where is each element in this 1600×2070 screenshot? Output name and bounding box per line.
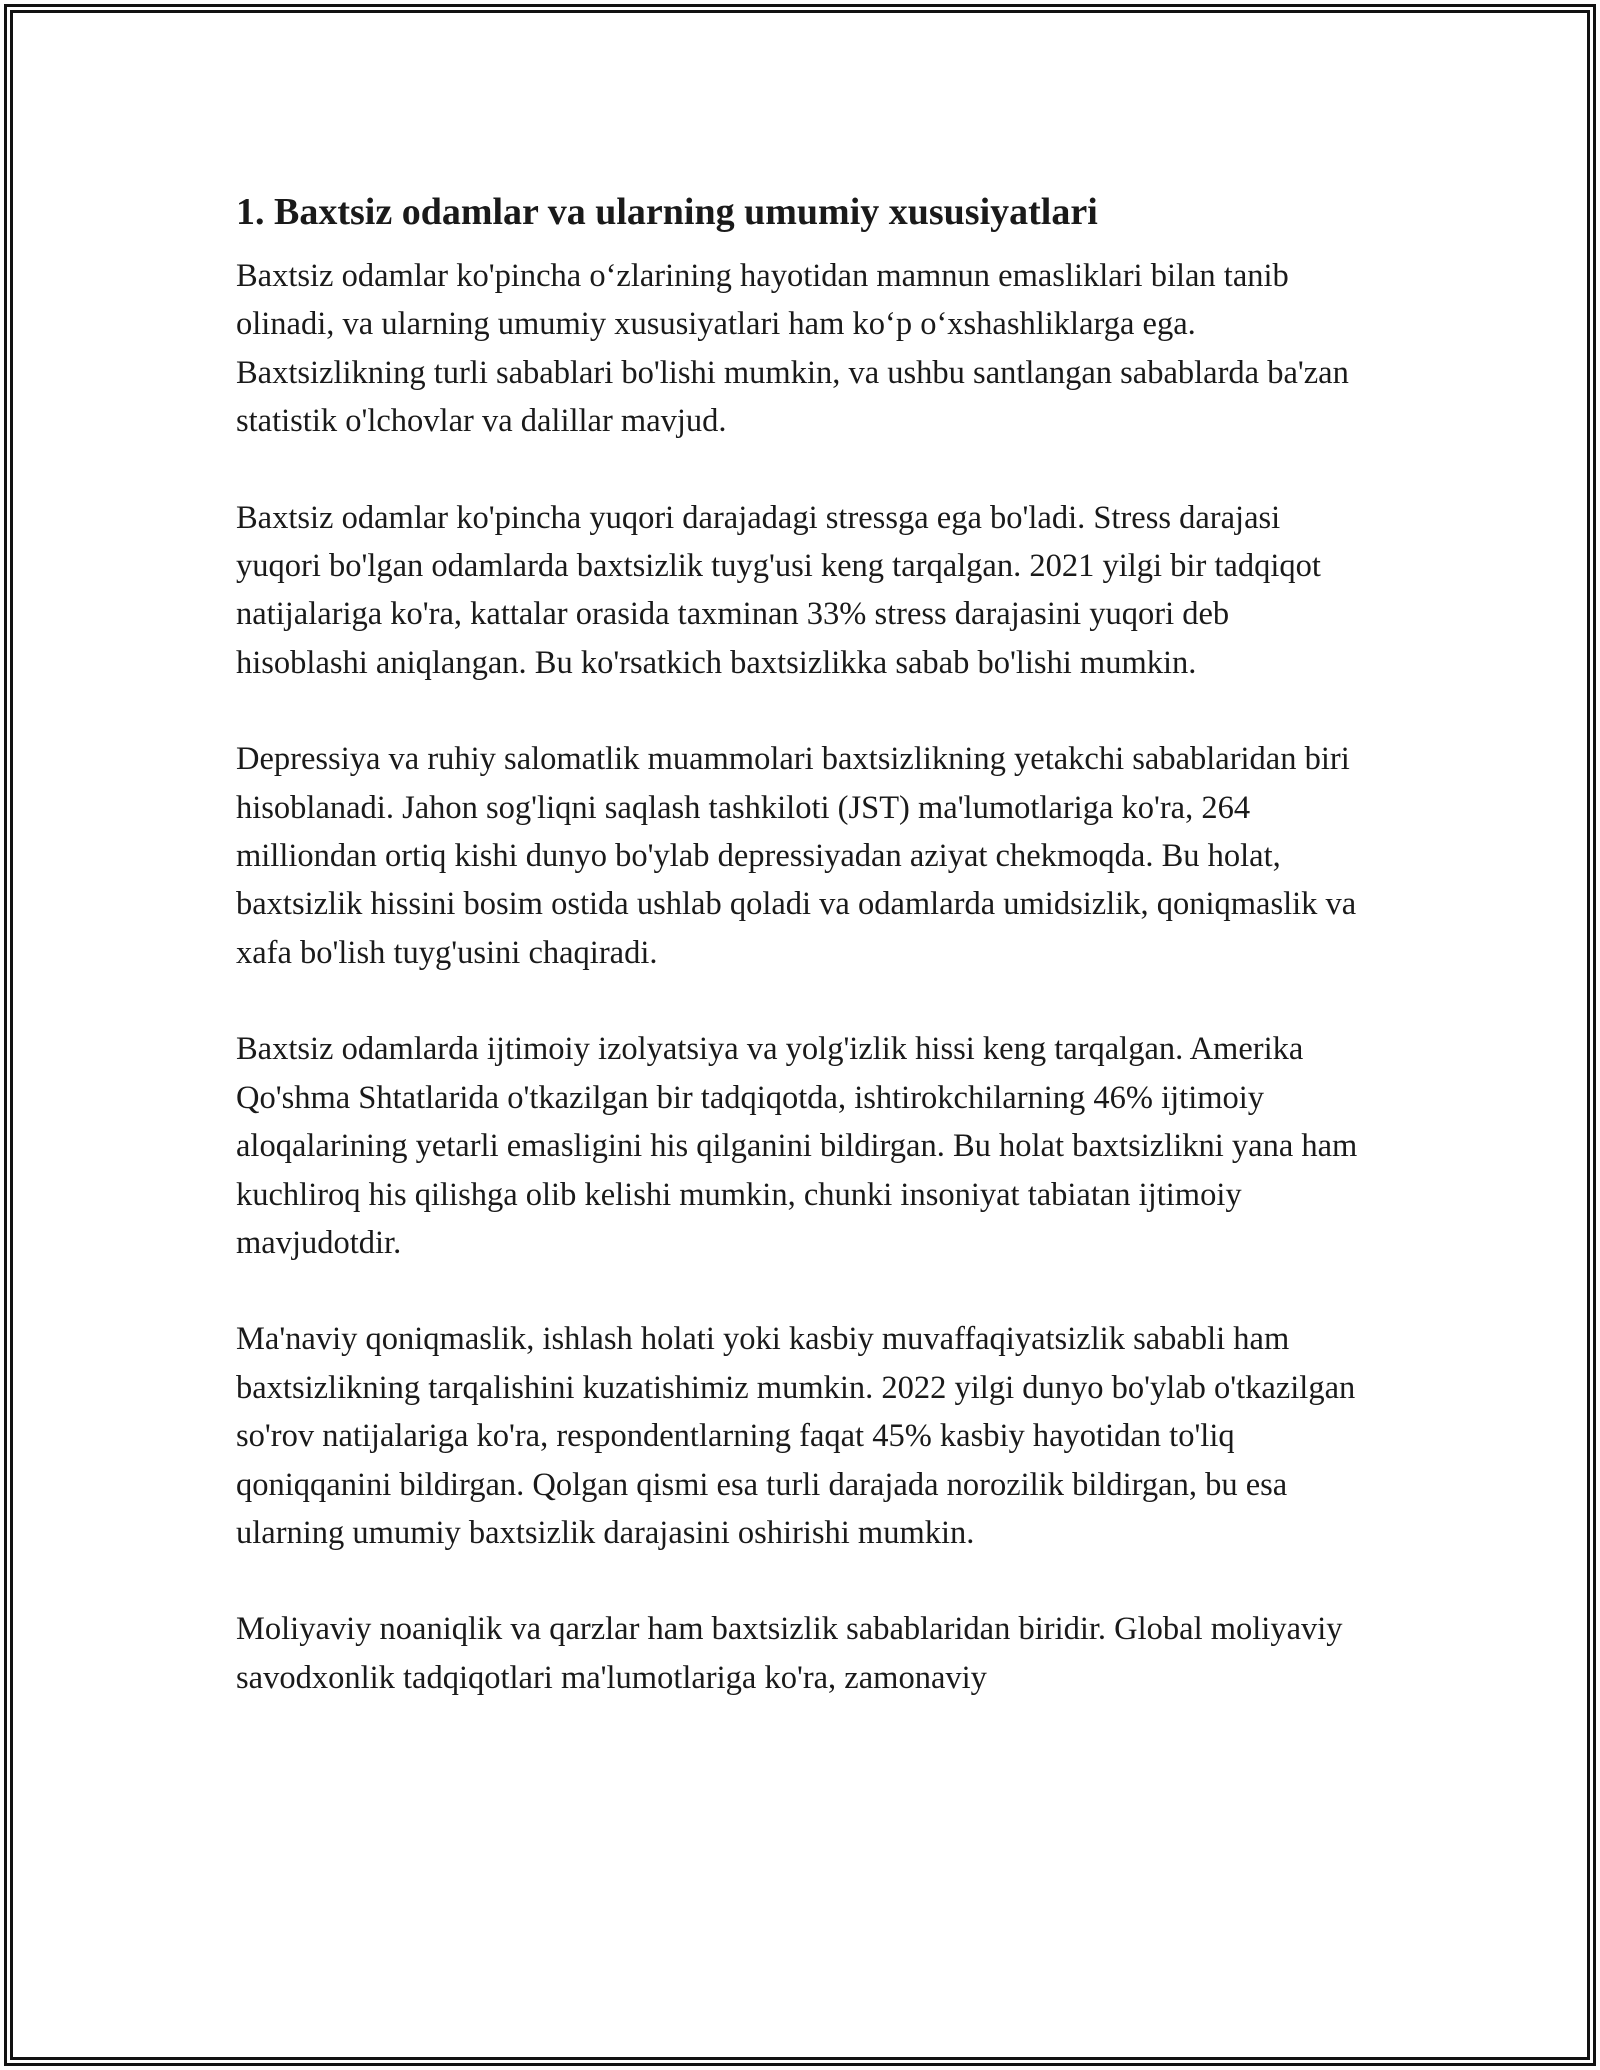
paragraph-intro: Baxtsiz odamlar ko'pincha oʻzlarining hayotidan mamnun emasliklari bilan tanib olinadi, va ularning umumiy xususiyatlari ham koʻp oʻxshashliklarga ega. Baxtsizlikning turli sabablari bo'lishi mumkin, va ushbu santlangan sabablarda ba'zan statistik o'lchovlar va dalillar mavjud. (236, 258, 1349, 440)
paragraph-stress: Baxtsiz odamlar ko'pincha yuqori darajadagi stressga ega bo'ladi. Stress darajasi yuqori bo'lgan odamlarda baxtsizlik tuyg'usi keng tarqalgan. 2021 yilgi bir tadqiqot natijalariga ko'ra, kattalar orasida taxminan 33% stress darajasini yuqori deb hisoblashi aniqlangan. Bu ko'rsatkich baxtsizlikka sabab bo'lishi mumkin. (236, 499, 1321, 681)
document-body (236, 186, 1366, 1750)
section-heading: 1. Baxtsiz odamlar va ularning umumiy xususiyatlari (236, 191, 1098, 233)
paragraph-depression: Depressiya va ruhiy salomatlik muammolari baxtsizlikning yetakchi sabablaridan biri hisoblanadi. Jahon sog'liqni saqlash tashkiloti (JST) ma'lumotlariga ko'ra, 264 milliondan ortiq kishi dunyo bo'ylab depressiyadan aziyat chekmoqda. Bu holat, baxtsizlik hissini bosim ostida ushlab qoladi va odamlarda umidsizlik, qoniqmaslik va xafa bo'lish tuyg'usini chaqiradi. (236, 741, 1357, 971)
paragraph-isolation: Baxtsiz odamlarda ijtimoiy izolyatsiya va yolg'izlik hissi keng tarqalgan. Amerika Qo'shma Shtatlarida o'tkazilgan bir tadqiqotda, ishtirokchilarning 46% ijtimoiy aloqalarining yetarli emasligini his qilganini bildirgan. Bu holat baxtsizlikni yana ham kuchliroq his qilishga olib kelishi mumkin, chunki insoniyat tabiatan ijtimoiy mavjudotdir. (236, 1031, 1358, 1261)
paragraph-career: Ma'naviy qoniqmaslik, ishlash holati yoki kasbiy muvaffaqiyatsizlik sababli ham baxtsizlikning tarqalishini kuzatishimiz mumkin. 2022 yilgi dunyo bo'ylab o'tkazilgan so'rov natijalariga ko'ra, respondentlarning faqat 45% kasbiy hayotidan to'liq qoniqqanini bildirgan. Qolgan qismi esa turli darajada norozilik bildirgan, bu esa ularning umumiy baxtsizlik darajasini oshirishi mumkin. (236, 1321, 1356, 1551)
paragraph-finance: Moliyaviy noaniqlik va qarzlar ham baxtsizlik sabablaridan biridir. Global moliyaviy savodxonlik tadqiqotlari ma'lumotlariga ko'ra, zamonaviy (236, 1611, 1343, 1696)
